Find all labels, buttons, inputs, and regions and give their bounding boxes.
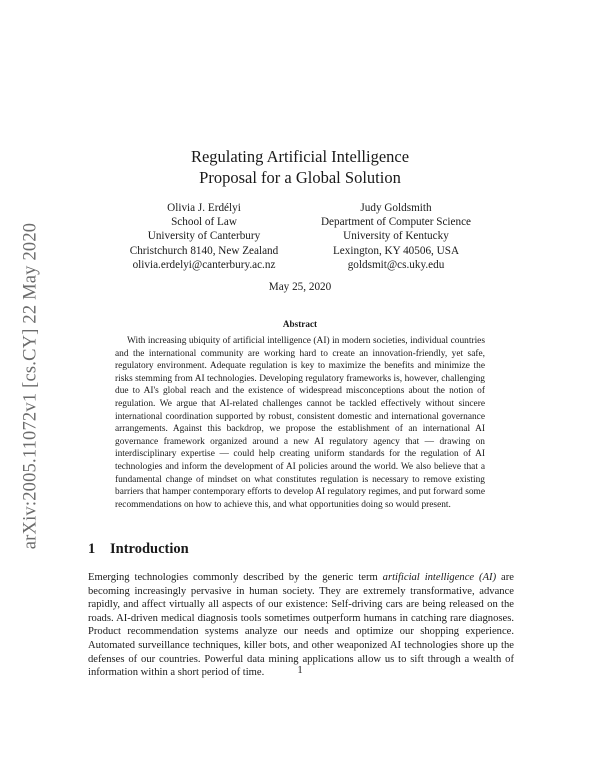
title-line-1: Regulating Artificial Intelligence <box>190 147 410 166</box>
intro-paragraph <box>88 571 514 680</box>
arxiv-identifier: arXiv:2005.11072v1 [cs.CY] 22 May 2020 <box>20 222 41 550</box>
section-heading <box>88 541 518 558</box>
arxiv-stamp <box>16 180 46 592</box>
author-dept: Department of Computer Science <box>320 216 472 229</box>
author-email: olivia.erdelyi@canterbury.ac.nz <box>132 258 276 271</box>
paper-title <box>100 146 500 188</box>
author-address: Christchurch 8140, New Zealand <box>129 244 279 257</box>
author-name: Judy Goldsmith <box>360 202 432 214</box>
intro-text-start: Emerging technologies commonly described by the generic term <box>88 572 383 583</box>
author-affiliation: University of Kentucky <box>343 230 449 243</box>
author-dept: School of Law <box>171 216 237 229</box>
intro-emphasis: artificial intelligence (AI) <box>382 572 497 583</box>
abstract-text: With increasing ubiquity of artificial intelligence (AI) in modern societies, individual countries and the international community are working hard to create an innovation-friendly, yet safe, regulatory environment. Adequate regulation is key to maximize the benefits and minimize the risks stemming from AI technologies. Developing regulatory frameworks is, however, challenging due to AI's global reach and the existence of widespread misconceptions about the notion of regulation. We argue that AI-related challenges cannot be tackled effectively without sincere international coordination supported by robust, consistent domestic and international governance arrangements. Against this backdrop, we propose the establishment of an international AI governance framework organized around a new AI regulatory agency that — drawing on interdisciplinary expertise — could help creating uniform standards for the regulation of AI technologies and inform the development of AI policies around the world. We also believe that a fundamental change of mindset on what constitutes regulation is necessary to remove existing barriers that hamper contemporary efforts to develop AI regulatory regimes, and put forward some recommendations on how to achieve this, and what opportunities doing so would present. <box>115 336 485 510</box>
section-number: 1 <box>88 541 96 557</box>
author-block-2 <box>276 201 516 272</box>
author-address: Lexington, KY 40506, USA <box>332 244 460 257</box>
title-line-2: Proposal for a Global Solution <box>199 168 401 187</box>
abstract-heading: Abstract <box>282 319 318 329</box>
section-title: Introduction <box>110 541 189 557</box>
intro-text-rest: are becoming increasingly pervasive in human society. They are extremely transformative, advance rapidly, and affect virtually all aspects of our existence: Self-driving cars are being released on the roads. AI-driven medical diagnosis tools sometimes outperform humans in catching rare diagnoses. Product recommendation systems analyze our needs and optimize our shopping experience. Automated surveillance techniques, killer bots, and other weaponized AI technologies shore up the defenses of our countries. Powerful data mining applications allow us to sift through a wealth of information within a short period of time. <box>88 572 514 679</box>
author-name: Olivia J. Erdélyi <box>167 202 241 214</box>
page-number: 1 <box>297 665 303 676</box>
author-affiliation: University of Canterbury <box>147 230 261 243</box>
author-email: goldsmit@cs.uky.edu <box>347 258 445 271</box>
paper-date: May 25, 2020 <box>268 281 332 293</box>
